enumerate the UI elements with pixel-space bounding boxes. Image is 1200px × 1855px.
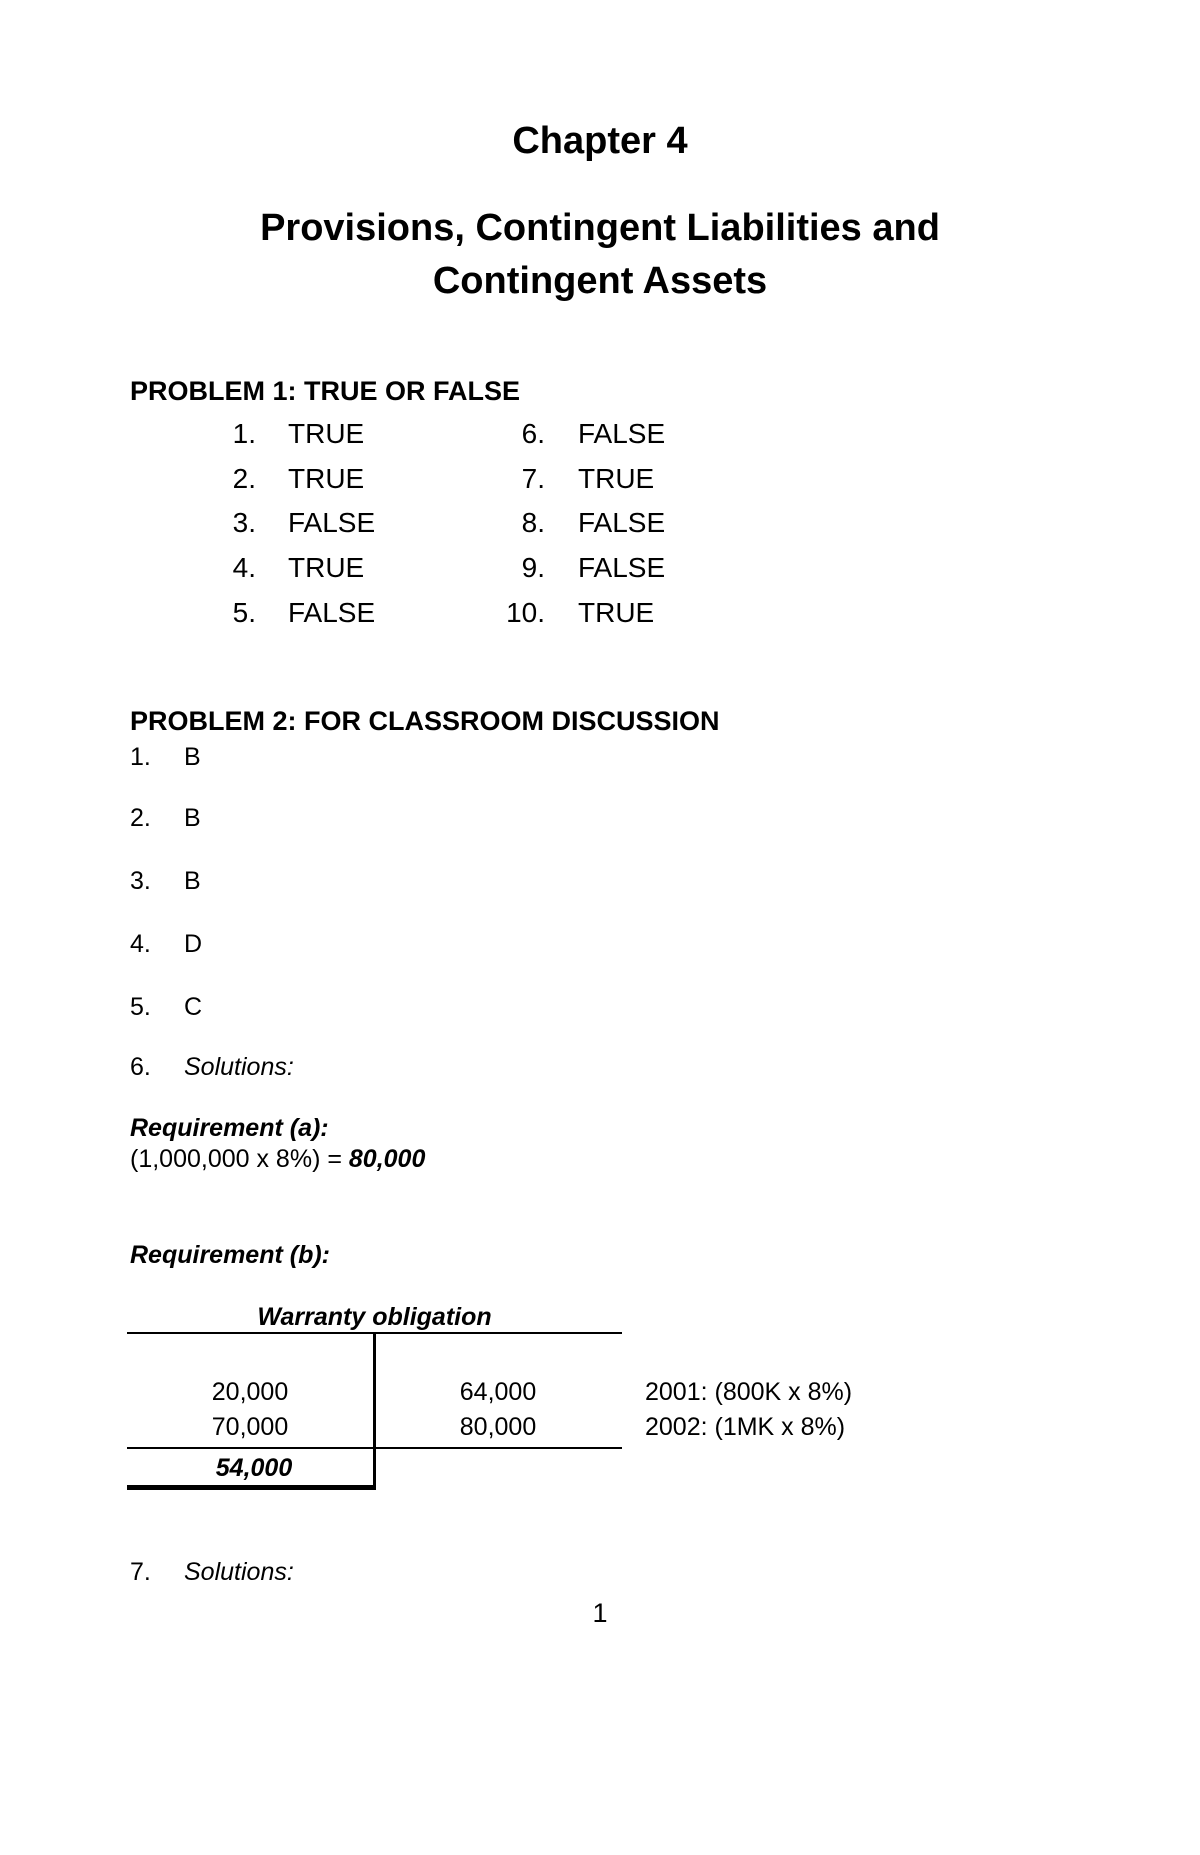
list-item-number: 7. <box>130 1558 151 1586</box>
requirement-a-label: Requirement (a): <box>130 1114 329 1142</box>
list-item-number: 1. <box>130 743 151 771</box>
tf-item-answer: FALSE <box>288 597 376 628</box>
tf-item-answer: TRUE <box>288 552 365 583</box>
list-item-number: 6. <box>130 1053 151 1081</box>
tf-item-answer: TRUE <box>578 597 655 628</box>
page-number: 1 <box>592 1598 608 1628</box>
requirement-a-formula: (1,000,000 x 8%) = <box>130 1145 349 1173</box>
tf-item-answer: FALSE <box>578 552 666 583</box>
t-account-debit: 20,000 <box>211 1378 289 1406</box>
list-item-answer: C <box>184 993 203 1021</box>
tf-item-answer: TRUE <box>288 418 365 449</box>
tf-item-number: 2. <box>232 463 256 494</box>
chapter-title <box>0 202 1200 308</box>
list-item-answer: B <box>184 867 201 895</box>
list-item-answer: D <box>184 930 203 958</box>
tf-item-number: 6. <box>521 418 545 449</box>
list-item-number: 4. <box>130 930 151 958</box>
tf-item-number: 7. <box>521 463 545 494</box>
tf-item-answer: TRUE <box>578 463 655 494</box>
list-item-answer: B <box>184 804 201 832</box>
tf-item-number: 4. <box>232 552 256 583</box>
list-item-number: 5. <box>130 993 151 1021</box>
t-account-balance-rule <box>127 1485 376 1490</box>
list-item-answer: B <box>184 743 201 771</box>
tf-item-number: 5. <box>232 597 256 628</box>
tf-item-number: 1. <box>232 418 256 449</box>
t-account-credit: 80,000 <box>459 1413 537 1441</box>
tf-item-answer: FALSE <box>578 507 666 538</box>
chapter-heading: Chapter 4 <box>512 120 688 162</box>
t-account-total-rule <box>127 1447 622 1449</box>
t-account-credit: 64,000 <box>459 1378 537 1406</box>
chapter-title-line-2: Contingent Assets <box>432 260 768 302</box>
requirement-b-label: Requirement (b): <box>130 1241 330 1269</box>
requirement-a-calculation <box>130 1145 425 1174</box>
list-item-number: 2. <box>130 804 151 832</box>
chapter-title-line-1: Provisions, Contingent Liabilities and <box>260 207 940 249</box>
problem-1-heading: PROBLEM 1: TRUE OR FALSE <box>130 376 521 406</box>
t-account-center-rule <box>373 1332 376 1489</box>
tf-item-answer: FALSE <box>288 507 376 538</box>
t-account-note: 2001: (800K x 8%) <box>645 1378 853 1406</box>
t-account-title: Warranty obligation <box>257 1303 492 1331</box>
list-item-answer: Solutions: <box>184 1558 294 1586</box>
tf-item-answer: TRUE <box>288 463 365 494</box>
t-account-balance: 54,000 <box>215 1454 293 1482</box>
problem-2-heading: PROBLEM 2: FOR CLASSROOM DISCUSSION <box>130 706 720 736</box>
list-item-answer: Solutions: <box>184 1053 294 1081</box>
tf-item-number: 10. <box>506 597 545 628</box>
tf-item-number: 3. <box>232 507 256 538</box>
tf-item-number: 8. <box>521 507 545 538</box>
requirement-a-result: 80,000 <box>348 1145 426 1173</box>
t-account-debit: 70,000 <box>211 1413 289 1441</box>
tf-item-answer: FALSE <box>578 418 666 449</box>
t-account-note: 2002: (1MK x 8%) <box>645 1413 846 1441</box>
list-item-number: 3. <box>130 867 151 895</box>
tf-item-number: 9. <box>521 552 545 583</box>
